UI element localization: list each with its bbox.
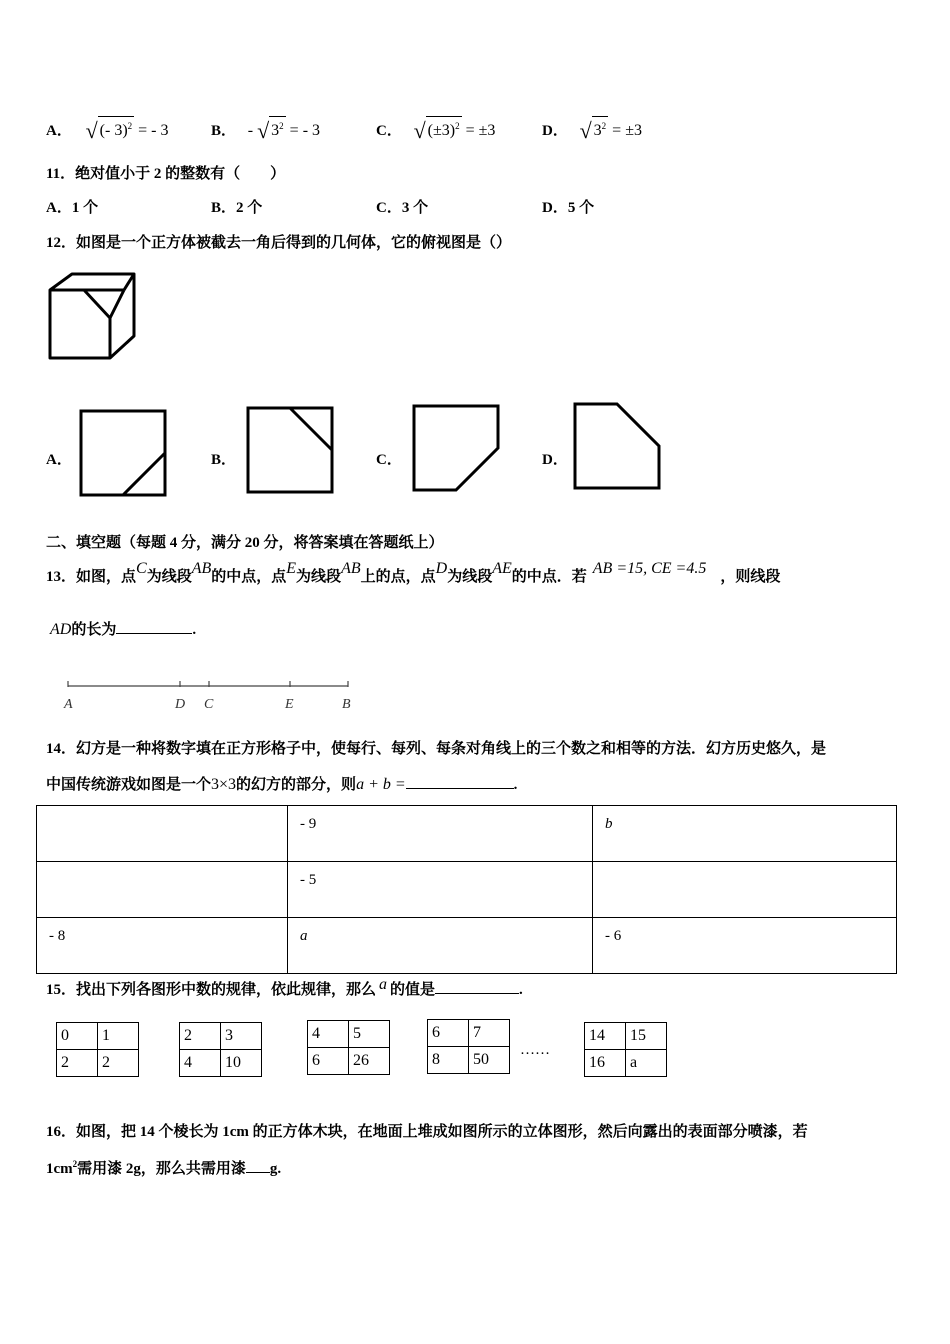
q12-letter-a: A． [46,452,72,468]
pattern-grid-3 [307,1020,390,1075]
exponent: 2 [455,121,460,131]
ellipsis: …… [520,1042,550,1058]
top-view-d [572,401,664,493]
point-e: E [285,697,294,712]
q11-option-c: C．3 个 [376,200,429,216]
q14-line1: 14．幻方是一种将数字填在正方形格子中，使每行、每列、每条对角线上的三个数之和相等的方法．幻方历史悠久，是 [46,741,827,757]
q13-text: 为线段 [146,569,192,585]
q16-line1: 16．如图，把 14 个棱长为 1cm 的正方体木块，在地面上堆成如图所示的立体图形，然后向露出的表面部分喷漆，若 [46,1124,808,1140]
q10-option-c: C． √ $(\pm 3)^2 = \pm 3$ [376,118,496,143]
grid-cell: 5 [349,1021,390,1048]
q13-text: 的中点．若 [511,569,587,585]
top-view-a [78,408,170,500]
q14-text: . [513,777,518,793]
answer-blank[interactable] [435,993,519,994]
q13-text: 的长为 [71,622,117,638]
grid-cell: 26 [349,1048,390,1075]
table-row [37,918,897,974]
radicand: (- 3) [99,122,128,139]
q13-text: . [192,622,197,638]
radicand: (±3) [427,122,456,139]
q10-option-d: D． √ $3^2 = \pm 3$ [542,118,642,143]
q13-line2 [50,618,196,639]
pattern-grid-1 [56,1022,139,1077]
grid-cell: 6 [428,1020,469,1047]
unit-sup: 2 [72,1159,78,1169]
table-cell: - 6 [593,918,897,974]
pattern-grid-4 [427,1019,510,1074]
grid-cell: 1 [98,1023,139,1050]
cube-figure [44,268,140,362]
point-c: C [204,697,214,712]
answer-blank[interactable] [246,1172,270,1173]
table-cell: - 8 [37,918,288,974]
grid-cell: 14 [585,1023,626,1050]
q13-line1 [46,560,780,592]
var-a: a [379,976,388,993]
q12-letter-c: C． [376,452,402,468]
var-ab: AB [341,560,361,577]
option-letter: C． [376,123,402,139]
grid-size: 3×3 [211,776,237,793]
q12-stem: 12．如图是一个正方体被截去一角后得到的几何体，它的俯视图是（） [46,235,512,251]
radicand: 3 [593,122,602,139]
grid-cell: 4 [180,1050,221,1077]
table-cell: b [593,806,897,862]
q16-line2 [46,1157,281,1178]
q13-text: 上的点，点 [360,569,436,585]
q15-text: . [519,982,523,998]
var-ad: AD [50,621,72,638]
table-cell: - 5 [288,862,593,918]
grid-cell: 16 [585,1050,626,1077]
grid-cell: 3 [221,1023,262,1050]
neg-sign: - [247,122,258,139]
var-e: E [286,560,297,577]
q14-text: 中国传统游戏如图是一个 [46,777,212,793]
condition: AB =15, CE =4.5 [592,560,707,577]
q10-option-a: A． √ (- 3)$^2$ = - 3 [46,118,169,143]
q15-text: 15．找出下列各图形中数的规律，依此规律，那么 [46,982,377,998]
q13-text: 13．如图，点 [46,569,137,585]
q11-stem: 11．绝对值小于 2 的整数有（ ） [46,166,286,182]
answer-blank[interactable] [406,788,514,789]
grid-cell: 8 [428,1047,469,1074]
grid-cell: 2 [180,1023,221,1050]
var-c: C [136,560,147,577]
answer-blank[interactable] [116,633,192,634]
q12-letter-d: D． [542,452,568,468]
point-b: B [342,697,351,712]
table-row [37,862,897,918]
grid-cell: 0 [57,1023,98,1050]
point-a: A [64,697,73,712]
var-ab: AB [191,560,212,577]
top-view-c [411,403,503,495]
point-d: D [175,697,186,712]
table-row [37,806,897,862]
top-view-b [245,405,337,497]
rhs: = ±3 [465,122,496,139]
q13-text: 的中点，点 [211,569,287,585]
q10-options-row [46,110,926,143]
table-cell [37,862,288,918]
q16-text: 需用漆 2g，那么共需用漆 [77,1161,246,1177]
option-letter: A． [46,123,72,139]
var-ae: AE [492,560,512,577]
q12-letter-b: B． [211,452,237,468]
exponent: 2 [601,121,607,131]
grid-cell: 2 [57,1050,98,1077]
q11-option-d: D．5 个 [542,200,595,216]
q15-text: 的值是 [390,982,436,998]
grid-cell: 15 [626,1023,667,1050]
radicand: 3 [271,122,280,139]
number-line-figure [60,676,360,716]
unit: 1cm [46,1161,73,1177]
option-letter: B． [211,123,237,139]
grid-cell: a [626,1050,667,1077]
table-cell [37,806,288,862]
q14-text: 的幻方的部分，则 [236,777,357,793]
q13-text: 为线段 [296,569,342,585]
q14-line2 [46,773,517,794]
q15-stem [46,976,523,999]
section-title: 二、填空题（每题 4 分，满分 20 分，将答案填在答题纸上） [46,535,444,551]
q13-text: ，则线段 [720,569,781,585]
exponent: 2 [127,121,133,131]
expression: a + b = [356,776,406,793]
rhs: = - 3 [289,122,321,139]
rhs: = ±3 [612,122,642,139]
q16-text: g. [269,1161,282,1177]
exponent: 2 [279,121,284,131]
grid-cell: 4 [308,1021,349,1048]
pattern-grid-2 [179,1022,262,1077]
grid-cell: 2 [98,1050,139,1077]
pattern-grid-5 [584,1022,667,1077]
var-d: D [435,560,448,577]
grid-cell: 50 [469,1047,510,1074]
rhs: = - 3 [138,122,169,139]
cube-outline [50,274,134,358]
table-cell: - 9 [288,806,593,862]
q11-option-b: B．2 个 [211,200,263,216]
q11-option-a: A．1 个 [46,200,99,216]
table-cell [593,862,897,918]
grid-cell: 7 [469,1020,510,1047]
grid-cell: 6 [308,1048,349,1075]
q13-text: 为线段 [447,569,493,585]
q10-option-b: B． - √ $3^2$ = - 3 [211,118,321,143]
table-cell: a [288,918,593,974]
magic-square-table [36,805,897,974]
cube-cut-edge-2 [84,290,110,318]
option-letter: D． [542,123,568,139]
grid-cell: 10 [221,1050,262,1077]
